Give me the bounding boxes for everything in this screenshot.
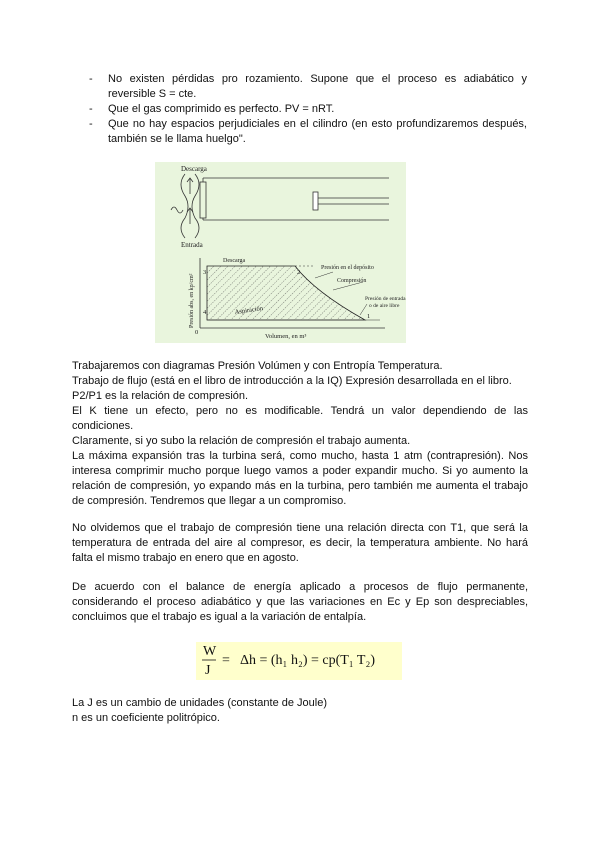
bullet-dash: - <box>89 103 93 115</box>
aspiracion-label: Aspiración <box>234 305 264 316</box>
formula-rhs: Δh = (h₁ h₂) = cp(T₁ T₂) <box>240 653 376 668</box>
formula-svg <box>196 642 402 680</box>
paragraph-2: No olvidemos que el trabajo de compresión tiene una relación directa con T1, que será la temperatura de entrada del aire al compresor, es decir, la temperatura ambiente. No hará falta el mismo trabajo en enero que en agosto. <box>72 522 528 564</box>
y-axis-label: Presión abs, en kp/cm² <box>189 273 195 328</box>
note-1: La J es un cambio de unidades (constante de Joule) <box>72 697 327 709</box>
enthalpy-formula <box>196 642 402 680</box>
compressor-pv-diagram <box>155 162 406 343</box>
note-2: n es un coeficiente politrópico. <box>72 712 220 724</box>
origin-label: 0 <box>195 329 199 336</box>
point-3-label: 3 <box>203 269 207 276</box>
x-axis-label: Volumen, en m³ <box>265 333 307 340</box>
point-1-label: 1 <box>367 313 371 320</box>
list-item: - Que no hay espacios perjudiciales en el cilindro (en esto profundizaremos después, también se le llama huelgo". <box>89 118 527 145</box>
assumptions-list <box>89 72 527 147</box>
work-area <box>207 266 365 320</box>
diagram-svg <box>155 162 406 343</box>
descarga-line-label: Descarga <box>223 258 246 264</box>
paragraph-1-line-3: P2/P1 es la relación de compresión. <box>72 390 249 402</box>
point-2-label: 2 <box>297 269 301 276</box>
point-4-label: 4 <box>203 309 207 316</box>
entrada-valve-label: Entrada <box>181 241 203 249</box>
formula-numerator: W <box>203 644 217 659</box>
descarga-valve-label: Descarga <box>181 165 207 173</box>
paragraph-1-line-6: La máxima expansión tras la turbina será, como mucho, hasta 1 atm (contrapresión). Nos interesa comprimir mucho porque luego vamos a poder expandir mucho. Si yo aumento la relación de compresión, yo expando más en la turbina, pero también me aumenta el trabajo de compresión. Tendremos que llegar a un compromiso. <box>72 450 528 507</box>
bullet-dash: - <box>89 73 93 85</box>
list-item: - No existen pérdidas pro rozamiento. Supone que el proceso es adiabático y reversible S = cte. <box>89 73 527 100</box>
cylinder-drawing <box>171 174 389 238</box>
paragraph-3: De acuerdo con el balance de energía aplicado a procesos de flujo permanente, considerando el proceso adiabático y que las variaciones en Ec y Ep son despreciables, concluimos que el trabajo es igual a la variación de entalpía. <box>72 581 528 623</box>
paragraph-1-line-4: El K tiene un efecto, pero no es modificable. Tendrá un valor dependiendo de las condiciones. <box>72 405 528 432</box>
paragraph-1-line-2: Trabajo de flujo (está en el libro de introducción a la IQ) Expresión desarrollada en el libro. <box>72 375 512 387</box>
paragraph-1-line-5: Claramente, si yo subo la relación de compresión el trabajo aumenta. <box>72 435 411 447</box>
paragraph-1-line-1: Trabajaremos con diagramas Presión Volúmen y con Entropía Temperatura. <box>72 360 443 372</box>
formula-denominator: J <box>205 663 211 678</box>
formula-equals: = <box>222 653 230 668</box>
aire-libre-label: o de aire libre <box>369 303 400 309</box>
presion-entrada-label: Presión de entrada <box>365 296 406 302</box>
bullet-dash: - <box>89 118 93 130</box>
presion-deposito-label: Presión en el depósito <box>321 265 374 271</box>
compresion-label: Compresión <box>337 278 367 284</box>
list-item: - Que el gas comprimido es perfecto. PV = nRT. <box>89 103 335 115</box>
